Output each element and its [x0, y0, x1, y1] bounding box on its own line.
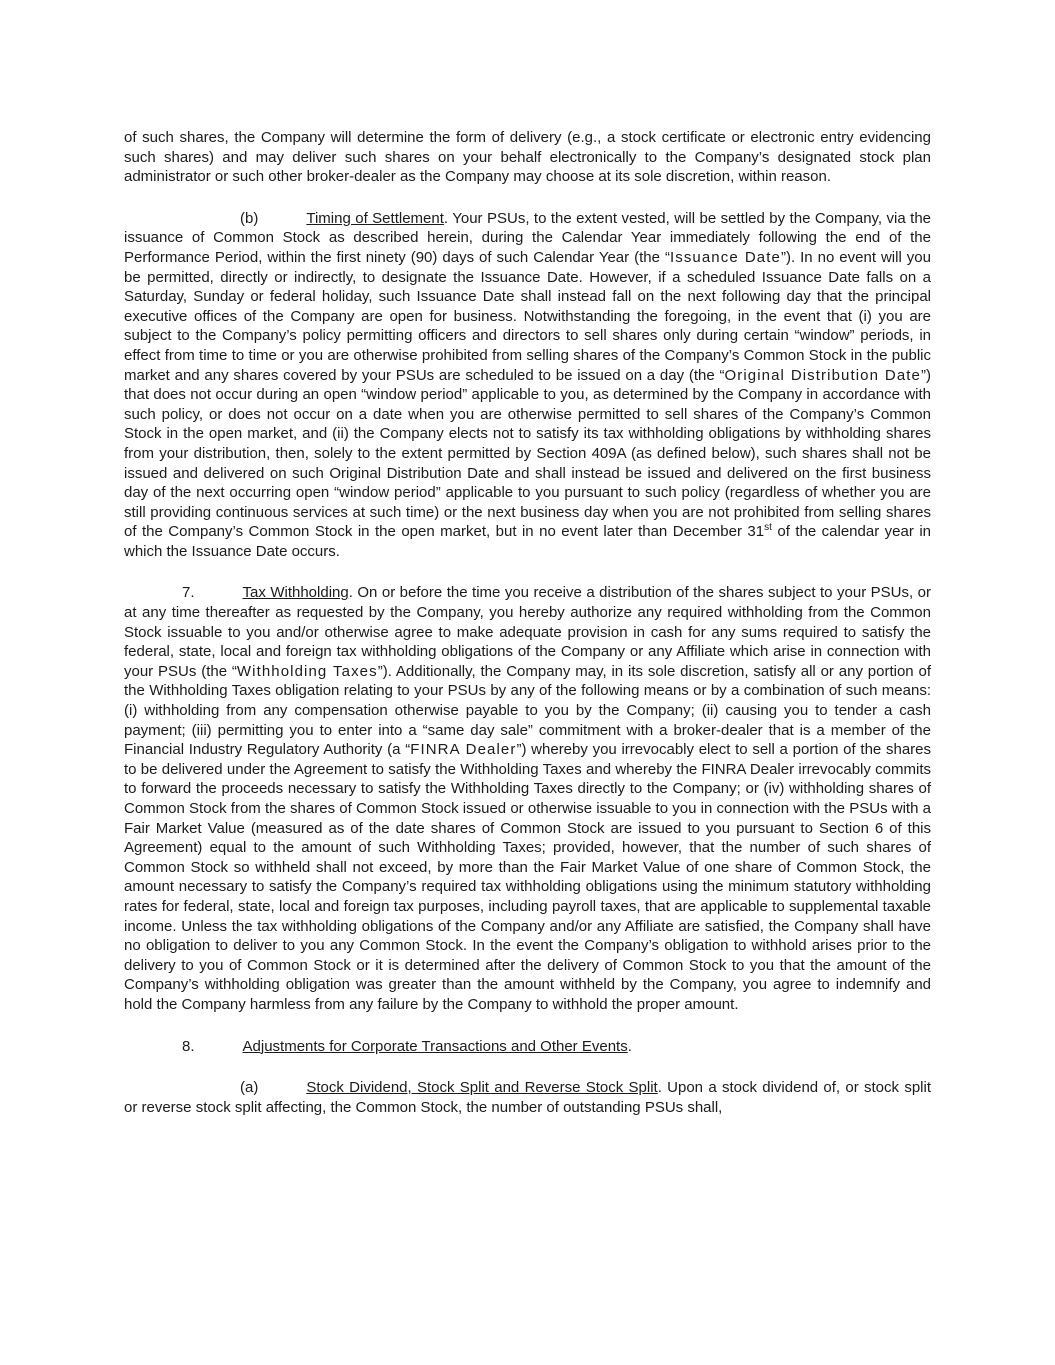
- text-segment: ”) that does not occur during an open “window period” applicable to you, as determined by the Company in accordance with such policy, or does not occur on a date when you are otherwise permitted to sell shares of the Company’s Common Stock in the open market, and (ii) the Company elects not to satisfy its tax withholding obligations by withholding shares from your distribution, then, solely to the extent permitted by Section 409A (as defined below), such shares shall not be issued and delivered on such Original Distribution Date and shall instead be issued and delivered on the first business day of the next occurring open “window period” applicable to you pursuant to such policy (regardless of whether you are still providing continuous services at such time) or the next business day when you are not prohibited from selling shares of the Company’s Common Stock in the open market, but in no event later than December 31: [124, 366, 931, 541]
- text-segment: Original Distribution Date: [724, 366, 921, 384]
- text-segment: Withholding Taxes: [236, 662, 378, 680]
- text-segment: . On or before the time you receive a distribution of the shares subject to your PSUs, or at any time thereafter as requested by the Company, you hereby authorize any required withholding from the Common Stock issuable to you and/or otherwise agree to make adequate provision in cash for any sums required to satisfy the federal, state, local and foreign tax withholding obligations of the Company or any Affiliate which arise in connection with your PSUs (the “: [124, 584, 931, 680]
- paragraph-3: [124, 583, 931, 1014]
- text-segment: . Your PSUs, to the extent vested, will be settled by the Company, via the issuance of Common Stock as described herein, during the Calendar Year immediately following the end of the Performance Period, within the first ninety (90) days of such Calendar Year (the “: [124, 209, 932, 266]
- text-segment: ”). In no event will you be permitted, directly or indirectly, to designate the Issuance Date. However, if a scheduled Issuance Date falls on a Saturday, Sunday or federal holiday, such Issuance Date shall instead fall on the next following day that the principal executive offices of the Company are open for business. Notwithstanding the foregoing, in the event that (i) you are subject to the Company’s policy permitting officers and directors to sell shares only during certain “window” periods, in effect from time to time or you are otherwise prohibited from selling shares of the Company’s Common Stock in the public market and any shares covered by your PSUs are scheduled to be issued on a day (the “: [124, 248, 931, 384]
- paragraph-5: [124, 1078, 931, 1117]
- paragraph-4: [124, 1037, 931, 1057]
- text-segment: of the calendar year in which the Issuance Date occurs.: [124, 523, 932, 560]
- text-segment: ”). Additionally, the Company may, in its sole discretion, satisfy all or any portion of the Withholding Taxes obligation relating to your PSUs by any of the following means or by a combination of such means: (i) withholding from any compensation otherwise payable to you by the Company; (ii) causing you to tender a cash payment; (iii) permitting you to enter into a “same day sale” commitment with a broker-dealer that is a member of the Financial Industry Regulatory Authority (a “: [124, 662, 931, 759]
- text-segment: 8.: [182, 1037, 195, 1055]
- text-segment: (b): [240, 209, 259, 227]
- text-segment: Issuance Date: [669, 248, 781, 266]
- text-segment: 7.: [182, 584, 195, 602]
- text-segment: Timing of Settlement: [306, 209, 444, 227]
- text-segment: st: [764, 522, 772, 534]
- text-segment: .: [627, 1037, 632, 1055]
- text-segment: Stock Dividend, Stock Split and Reverse Stock Split: [306, 1079, 658, 1097]
- text-segment: Adjustments for Corporate Transactions and Other Events: [242, 1037, 628, 1055]
- text-segment: ”) whereby you irrevocably elect to sell a portion of the shares to be delivered under the Agreement to satisfy the Withholding Taxes and whereby the FINRA Dealer irrevocably commits to forward the proceeds necessary to satisfy the Withholding Taxes directly to the Company; or (iv) withholding shares of Common Stock from the shares of Common Stock issued or otherwise issuable to you in connection with the PSUs with a Fair Market Value (measured as of the date shares of Common Stock are issued to you pursuant to Section 6 of this Agreement) equal to the amount of such Withholding Taxes; provided, however, that the number of such shares of Common Stock so withheld shall not exceed, by more than the Fair Market Value of one share of Common Stock, the amount necessary to satisfy the Company’s required tax withholding obligations using the minimum statutory withholding rates for federal, state, local and foreign tax purposes, including payroll taxes, that are applicable to supplemental taxable income. Unless the tax withholding obligations of the Company and/or any Affiliate are satisfied, the Company shall have no obligation to deliver to you any Common Stock. In the event the Company’s obligation to withhold arises prior to the delivery to you of Common Stock or it is determined after the delivery of Common Stock to you that the amount of the Company’s withholding obligation was greater than the amount withheld by the Company, you agree to indemnify and hold the Company harmless from any failure by the Company to withhold the proper amount.: [124, 741, 931, 1013]
- text-segment: Tax Withholding: [242, 584, 349, 602]
- text-segment: of such shares, the Company will determine the form of delivery (e.g., a stock certificate or electronic entry evidencing such shares) and may deliver such shares on your behalf electronically to the Company’s designated stock plan administrator or such other broker-dealer as the Company may choose at its sole discretion, within reason.: [124, 129, 931, 186]
- document-body: [124, 128, 931, 1117]
- paragraph-2: [124, 209, 931, 562]
- text-segment: FINRA Dealer: [410, 741, 517, 759]
- text-segment: (a): [240, 1079, 259, 1097]
- text-segment: . Upon a stock dividend of, or stock split or reverse stock split affecting, the Common Stock, the number of outstanding PSUs shall,: [124, 1079, 931, 1116]
- paragraph-1: [124, 128, 931, 187]
